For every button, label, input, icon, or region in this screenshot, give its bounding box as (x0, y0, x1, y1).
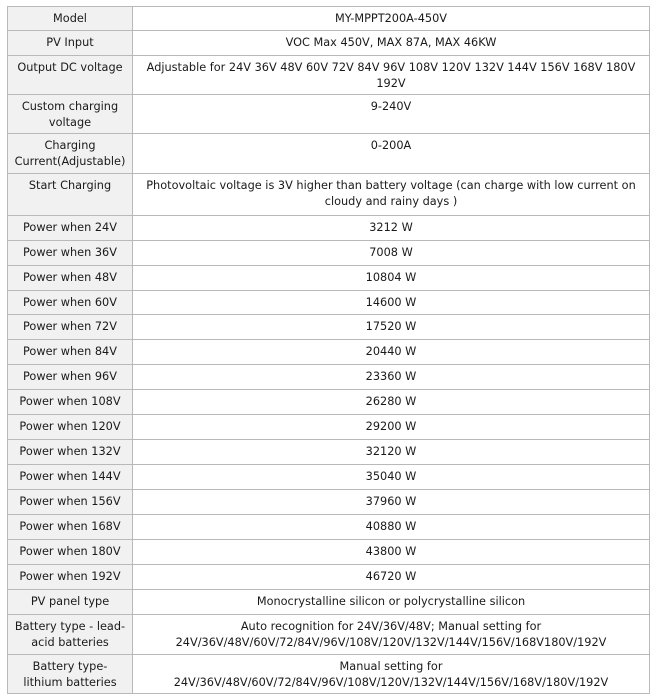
row-value: Manual setting for 24V/36V/48V/60V/72/84V/96V/108V/120V/132V/144V/156V/168V/180V/192V (133, 655, 650, 694)
table-row-power-60v (8, 291, 650, 315)
row-value: Auto recognition for 24V/36V/48V; Manual setting for 24V/36V/48V/60V/72/84V/96V/108V/120V/132V/144V/156V/168V180V/192V (133, 615, 650, 655)
row-value: 10804 W (133, 266, 650, 291)
row-label: Power when 144V (8, 465, 133, 490)
table-row-power-144v (8, 465, 650, 490)
row-value: 40880 W (133, 515, 650, 540)
table-row-model (8, 7, 650, 31)
row-label: Power when 192V (8, 565, 133, 590)
table-row-start-charging (8, 174, 650, 216)
row-value: 46720 W (133, 565, 650, 590)
row-label: Power when 180V (8, 540, 133, 565)
row-label: Charging Current(Adjustable) (8, 134, 133, 174)
row-value: Monocrystalline silicon or polycrystalline silicon (133, 590, 650, 615)
row-label: Power when 132V (8, 440, 133, 465)
row-label: Power when 24V (8, 216, 133, 241)
row-value: 43800 W (133, 540, 650, 565)
row-label: Power when 168V (8, 515, 133, 540)
table-row-pv-input (8, 31, 650, 56)
row-value: Photovoltaic voltage is 3V higher than battery voltage (can charge with low current on cloudy and rainy days ) (133, 174, 650, 216)
table-row-power-168v (8, 515, 650, 540)
row-value: 29200 W (133, 415, 650, 440)
row-label: Battery type- lithium batteries (8, 655, 133, 694)
row-value: Adjustable for 24V 36V 48V 60V 72V 84V 96V 108V 120V 132V 144V 156V 168V 180V 192V (133, 56, 650, 95)
row-value: 23360 W (133, 365, 650, 390)
spec-table-body (8, 7, 650, 694)
row-label: Custom charging voltage (8, 95, 133, 134)
row-value: 9-240V (133, 95, 650, 134)
table-row-charging-current (8, 134, 650, 174)
row-value: VOC Max 450V, MAX 87A, MAX 46KW (133, 31, 650, 56)
table-row-custom-charging-voltage (8, 95, 650, 134)
table-row-power-96v (8, 365, 650, 390)
row-label: Model (8, 7, 133, 31)
row-label: Power when 72V (8, 315, 133, 340)
row-label: PV panel type (8, 590, 133, 615)
table-row-power-36v (8, 241, 650, 266)
row-value: 14600 W (133, 291, 650, 315)
row-label: Power when 84V (8, 340, 133, 365)
table-row-battery-lead-acid (8, 615, 650, 655)
row-label: Power when 36V (8, 241, 133, 266)
row-value: 7008 W (133, 241, 650, 266)
row-value: 37960 W (133, 490, 650, 515)
row-label: Power when 156V (8, 490, 133, 515)
row-value: 20440 W (133, 340, 650, 365)
row-value: 17520 W (133, 315, 650, 340)
table-row-power-72v (8, 315, 650, 340)
row-value: 3212 W (133, 216, 650, 241)
row-value: 26280 W (133, 390, 650, 415)
table-row-power-192v (8, 565, 650, 590)
table-row-power-156v (8, 490, 650, 515)
row-label: Power when 48V (8, 266, 133, 291)
table-row-power-24v (8, 216, 650, 241)
spec-table (7, 6, 650, 694)
table-row-power-120v (8, 415, 650, 440)
table-row-power-132v (8, 440, 650, 465)
row-label: Power when 60V (8, 291, 133, 315)
row-value: MY-MPPT200A-450V (133, 7, 650, 31)
row-label: Power when 120V (8, 415, 133, 440)
row-label: Power when 108V (8, 390, 133, 415)
table-row-power-84v (8, 340, 650, 365)
row-value: 35040 W (133, 465, 650, 490)
row-value: 0-200A (133, 134, 650, 174)
row-label: Battery type - lead-acid batteries (8, 615, 133, 655)
table-row-pv-panel-type (8, 590, 650, 615)
row-label: PV Input (8, 31, 133, 56)
table-row-battery-lithium (8, 655, 650, 694)
table-row-power-108v (8, 390, 650, 415)
table-row-output-dc-voltage (8, 56, 650, 95)
table-row-power-48v (8, 266, 650, 291)
row-label: Output DC voltage (8, 56, 133, 95)
row-label: Start Charging (8, 174, 133, 216)
table-row-power-180v (8, 540, 650, 565)
row-value: 32120 W (133, 440, 650, 465)
row-label: Power when 96V (8, 365, 133, 390)
